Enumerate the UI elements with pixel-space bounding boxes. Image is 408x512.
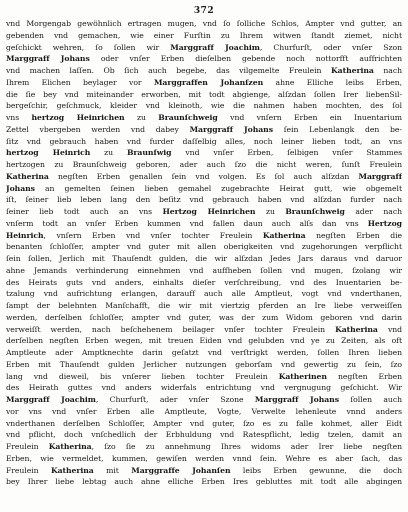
text-run: Erben mit Thauſendt gulden Jerlicher nutzungen geborſam vnd gewertig zu ſein, ſzo bbox=[6, 359, 402, 369]
emphasized-name: Marggraff Joachim bbox=[6, 395, 96, 404]
text-line bbox=[6, 218, 402, 230]
emphasized-name: Marggraffe Johanſen bbox=[131, 465, 231, 475]
text-run: zu bbox=[90, 148, 127, 158]
emphasized-name: Katherina bbox=[6, 171, 49, 181]
text-run: vnd Morgengab gewöhnlich ertragen mugen, vnd ſo ſolliche Schlos, Ampter vnd gutter, an bbox=[6, 19, 402, 28]
text-run: , ſzo ſie zu annehmung Ihres widoms ader Irer liebe negſten bbox=[91, 442, 402, 451]
text-line bbox=[6, 159, 402, 171]
text-line bbox=[6, 441, 402, 453]
text-run: ahne Elliche leibs Erben, bbox=[263, 77, 402, 87]
text-line bbox=[6, 136, 402, 148]
emphasized-name: Johans bbox=[6, 183, 35, 193]
emphasized-name: Marggraff bbox=[358, 171, 402, 181]
text-run: bey Ihrer liebe lebtag auch ahne elliche Erben Ires gebluttes mit todt alle abgingen bbox=[6, 477, 402, 487]
text-run: nach bbox=[373, 66, 402, 75]
text-line bbox=[6, 406, 402, 418]
text-run: ſeiner lieb todt auch an vns bbox=[6, 207, 163, 216]
text-line bbox=[6, 53, 402, 65]
text-line bbox=[6, 241, 402, 253]
text-line bbox=[6, 206, 402, 218]
text-run: leibs Erben gewunne, die doch bbox=[230, 465, 402, 475]
text-run: vnd vnſern Erben ein Inuentarium bbox=[217, 113, 402, 122]
emphasized-name: Katherina bbox=[48, 442, 92, 451]
text-run: ahne Jemands verhinderung einnehmen vnd auffheben ſollen vnd mugen, ſzolang wir bbox=[6, 265, 402, 275]
text-run: zu bbox=[124, 113, 159, 122]
text-run: lang vnd dieweil, bis vnſerer lieben tochter Freulein bbox=[6, 371, 279, 381]
emphasized-name: Hertzog bbox=[367, 218, 402, 228]
text-run: vnſerm todt an vnſer Erben kummen vnd fallen daun auch alſs dan vns bbox=[6, 218, 368, 228]
text-run: vnd bbox=[377, 324, 402, 334]
text-run: ſein Lebenlangk den be- bbox=[273, 124, 402, 134]
emphasized-name: hertzog Heinrich bbox=[6, 148, 91, 158]
text-run: vor vns vnd vnſer Erben alle Amptleute, Vogte, Verwelte lehenleute vnnd anders bbox=[6, 406, 402, 416]
text-line bbox=[6, 183, 402, 195]
text-run: hertzogen zu Braunſchweig geboren, ader auch ſzo die nicht weren, ſunſt Freulein bbox=[6, 160, 402, 169]
text-run: derſelben negſten Erben wegen, mit treuen Eiden vnd gelubden vnd ye zu Zeiten, als oft bbox=[6, 336, 402, 346]
text-line bbox=[6, 312, 402, 324]
text-line bbox=[6, 18, 402, 30]
text-run: ſollen auch bbox=[338, 395, 402, 404]
text-run: an gemelten ſeinen lieben gemahel zugebrachte Heirat gutt, wie obgemelt bbox=[34, 183, 402, 193]
text-run: bergeſchir, geſchmuck, kleider vnd kleinoth, wie die nahmen haben mochten, des ſol bbox=[6, 101, 402, 111]
text-line bbox=[6, 194, 402, 206]
text-run: oder vnſer Erben dieſelben gebende noch nottorfft auffrichten bbox=[89, 54, 402, 64]
text-line bbox=[6, 453, 402, 465]
text-line bbox=[6, 100, 402, 112]
text-run: iſt, ſeiner lieb leben lang den beſitz vnd gebrauch haben vnd alſzdan furder nach bbox=[6, 195, 402, 205]
text-run: ſitz vnd gebrauch haben vnd furder daſſelbig alles, noch leiner lieben todt, an vns bbox=[6, 136, 402, 146]
emphasized-name: Katherina bbox=[50, 465, 94, 475]
text-line bbox=[6, 476, 402, 488]
text-line bbox=[6, 112, 402, 124]
text-run: geſchickt wehren, ſo ſollen wir bbox=[6, 42, 171, 52]
text-line bbox=[6, 288, 402, 300]
text-run: gebenden vnd gemachen, wie einer Furſtin zu Ihrem witwen ſtandt ziemet, nicht bbox=[6, 30, 402, 40]
text-run: verweiſſt werden, nach beſchehenem beilager vnſer tochter Freulein bbox=[6, 324, 336, 334]
text-line bbox=[6, 265, 402, 277]
emphasized-name: hertzog Heinrichen bbox=[31, 113, 125, 122]
text-run: vns bbox=[6, 113, 32, 122]
text-run: des Heirats guts vnd anders, einhalts dieſer verſchreibung, vnd des Inuentarien be- bbox=[6, 277, 402, 287]
text-run: , Churfurſt, oder vnſer Szon bbox=[259, 42, 402, 52]
body-text bbox=[6, 18, 402, 488]
emphasized-name: Braunſchweig bbox=[158, 113, 218, 122]
text-run: ader nach bbox=[344, 207, 402, 216]
text-run: vnd machen laſſen. Ob ſich auch begebe, das vilgemelte Freulein bbox=[6, 66, 332, 75]
text-run: des Heirath guttes vnd anders widerfals entrichtung vnd vergnugung geſchicht. Wir bbox=[6, 383, 402, 393]
text-run: werden, derſelben ſchloſſer, ampter vnd guter, was der zum Widom geboren vnd darin bbox=[6, 312, 402, 322]
emphasized-name: Katherinen bbox=[278, 371, 327, 381]
text-line bbox=[6, 429, 402, 441]
text-run: Amptleute ader Amptknechte darin geſatzt vnd verſtrigkt werden, ſollen Ihren lieben bbox=[6, 348, 402, 357]
text-line bbox=[6, 324, 402, 336]
text-line bbox=[6, 65, 402, 77]
text-line bbox=[6, 335, 402, 347]
emphasized-name: Marggraff Johans bbox=[189, 124, 273, 134]
text-run: , vnſern Erben vnd vnſer tochter Freulein bbox=[43, 230, 263, 240]
text-run: Freulein bbox=[6, 442, 49, 451]
text-run: vnd pflicht, doch vnſchedlich der Erbhuldung vnd Ratespflicht, ledig tzelen, damit an bbox=[6, 430, 402, 440]
text-line bbox=[6, 230, 402, 242]
text-run: vnd vnſer Erben, ſelbigen vnſer Stammes bbox=[171, 148, 402, 158]
emphasized-name: Heinrich bbox=[6, 230, 44, 240]
emphasized-name: Marggraff Joachim bbox=[170, 42, 260, 52]
emphasized-name: Marggraff Johans bbox=[254, 395, 339, 404]
text-line bbox=[6, 171, 402, 183]
text-run: , Churfurſt, ader vnſer Szone bbox=[95, 395, 255, 404]
text-line bbox=[6, 42, 402, 54]
emphasized-name: Hertzog Heinrichen bbox=[162, 207, 256, 216]
text-line bbox=[6, 359, 402, 371]
text-run: zu bbox=[255, 207, 286, 216]
emphasized-name: Katherina bbox=[331, 66, 374, 75]
text-run: vnderthanen derſelben Schloſſer, Ampter vnd guter, ſzo es zu falle kohmet, aller Eidt bbox=[6, 418, 402, 428]
text-run: ſein ſollen, Jerlich mit Thauſendt gulden, die wir alſzdan Jedes Jars daraus vnd daruor bbox=[6, 254, 402, 263]
text-line bbox=[6, 418, 402, 430]
text-line bbox=[6, 253, 402, 265]
emphasized-name: Marggraff Johans bbox=[6, 54, 90, 64]
text-line bbox=[6, 277, 402, 289]
text-run: negſten Erben die bbox=[305, 230, 402, 240]
text-run: tzalung vnd aufrichtung erlangen, darauff auch alle Amptleut, vogt vnd vnderthanen, bbox=[6, 289, 402, 299]
text-line bbox=[6, 347, 402, 359]
text-run: ſampt der belehnten Manſchafft, die wir mit viertzig pferden an Ire liebe verweiſſen bbox=[6, 301, 402, 310]
text-run: mit bbox=[93, 465, 132, 475]
text-run: negſten Erben genallen ſein vnd volgen. Es ſol auch alſzdan bbox=[48, 171, 359, 181]
text-line bbox=[6, 300, 402, 312]
emphasized-name: Katherina bbox=[262, 230, 306, 240]
text-run: Zettel vbergeben werden vnd dabey bbox=[6, 124, 190, 134]
text-run: Erben, wie vermeldet, kummen, gewiſen werden vnnd ſein. Wehre es aber ſach, das bbox=[6, 453, 402, 463]
emphasized-name: Braunſchweig bbox=[285, 207, 345, 216]
text-run: Freulein bbox=[6, 465, 51, 475]
text-line bbox=[6, 371, 402, 383]
text-line bbox=[6, 89, 402, 101]
text-line bbox=[6, 30, 402, 42]
text-line bbox=[6, 147, 402, 159]
text-run: die ſie bey vnd miteinander erworben, mit todt abgienge, alſzdan ſollen Irer liebenSil- bbox=[6, 89, 402, 99]
page-number: 372 bbox=[193, 6, 215, 16]
emphasized-name: Braunſwig bbox=[126, 148, 172, 158]
emphasized-name: Katherina bbox=[335, 324, 378, 334]
text-line bbox=[6, 465, 402, 477]
emphasized-name: Marggraffen Johanſzen bbox=[153, 77, 264, 87]
text-line bbox=[6, 124, 402, 136]
text-run: Ihrem Elichen beylager vor bbox=[6, 77, 154, 87]
text-line bbox=[6, 77, 402, 89]
text-line bbox=[6, 382, 402, 394]
text-line bbox=[6, 394, 402, 406]
text-run: benanten ſchloſſer, ampter vnd guter mit allen oberigkeiten vnd zugehorungen verpflicht bbox=[6, 242, 402, 252]
text-run: negſten Erben bbox=[326, 371, 402, 381]
